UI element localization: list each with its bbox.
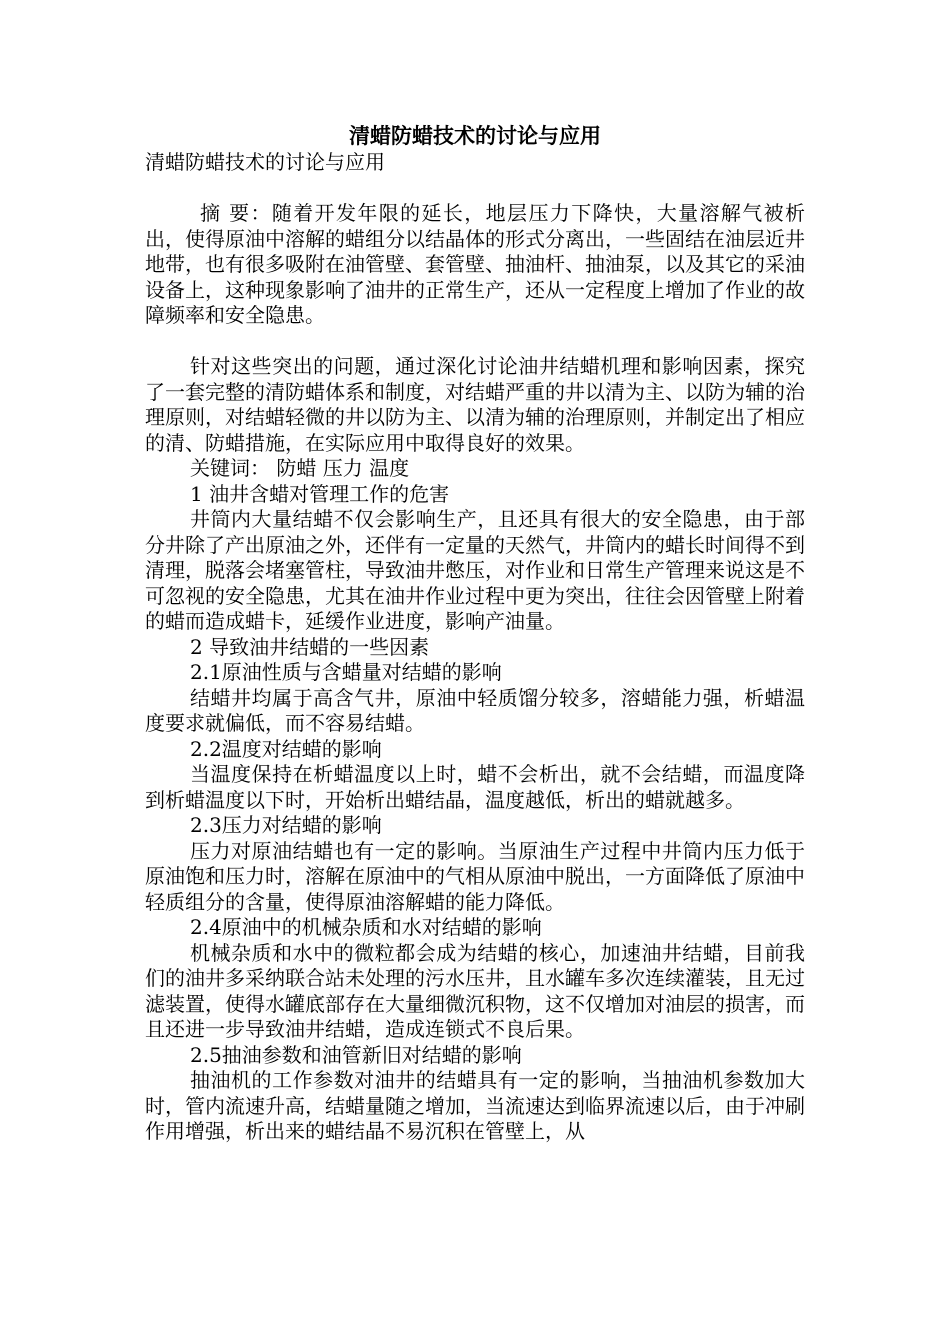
abstract-paragraph: 摘 要：随着开发年限的延长，地层压力下降快，大量溶解气被析出，使得原油中溶解的蜡组分以结晶体的形式分离出，一些固结在油层近井地带，也有很多吸附在油管壁、套管壁、抽油杆、抽油泵，以及其它的采油设备上，这种现象影响了油井的正常生产，还从一定程度上增加了作业的故障频率和安全隐患。 <box>145 201 805 327</box>
blank-line <box>145 176 805 202</box>
document-body <box>145 150 805 1145</box>
section-2-4-heading: 2.4原油中的机械杂质和水对结蜡的影响 <box>190 915 542 939</box>
keywords-line: 关键词： 防蜡 压力 温度 <box>190 456 410 480</box>
section-2-5-paragraph: 抽油机的工作参数对油井的结蜡具有一定的影响，当抽油机参数加大时，管内流速升高，结蜡量随之增加，当流速达到临界流速以后，由于冲刷作用增强，析出来的蜡结晶不易沉积在管壁上，从 <box>145 1068 805 1143</box>
section-2-2-paragraph: 当温度保持在析蜡温度以上时，蜡不会析出，就不会结蜡，而温度降到析蜡温度以下时，开始析出蜡结晶，温度越低，析出的蜡就越多。 <box>145 762 805 812</box>
document-subtitle: 清蜡防蜡技术的讨论与应用 <box>145 150 385 174</box>
section-2-1-paragraph: 结蜡井均属于高含气井，原油中轻质馏分较多，溶蜡能力强，析蜡温度要求就偏低，而不容易结蜡。 <box>145 685 805 735</box>
section-2-1-heading: 2.1原油性质与含蜡量对结蜡的影响 <box>190 660 502 684</box>
section-2-5-heading: 2.5抽油参数和油管新旧对结蜡的影响 <box>190 1042 522 1067</box>
section-2-3-heading: 2.3压力对结蜡的影响 <box>190 813 382 837</box>
section-2-2-heading: 2.2温度对结蜡的影响 <box>190 736 382 761</box>
section-1-paragraph: 井筒内大量结蜡不仅会影响生产，且还具有很大的安全隐患，由于部分井除了产出原油之外，还伴有一定量的天然气，井筒内的蜡长时间得不到清理，脱落会堵塞管柱，导致油井憋压，对作业和日常生产管理来说这是不可忽视的安全隐患，尤其在油井作业过程中更为突出，往往会因管壁上附着的蜡而造成蜡卡，延缓作业进度，影响产油量。 <box>145 507 805 633</box>
blank-line <box>145 329 805 355</box>
section-2-heading: 2 导致油井结蜡的一些因素 <box>190 634 430 659</box>
document-title: 清蜡防蜡技术的讨论与应用 <box>349 123 601 148</box>
section-2-3-paragraph: 压力对原油结蜡也有一定的影响。当原油生产过程中井筒内压力低于原油饱和压力时，溶解在原油中的气相从原油中脱出，一方面降低了原油中轻质组分的含量，使得原油溶解蜡的能力降低。 <box>145 838 805 914</box>
section-1-heading: 1 油井含蜡对管理工作的危害 <box>190 481 450 506</box>
section-2-4-paragraph: 机械杂质和水中的微粒都会成为结蜡的核心，加速油井结蜡，目前我们的油井多采纳联合站未处理的污水压井，且水罐车多次连续灌装，且无过滤装置，使得水罐底部存在大量细微沉积物，这不仅增加对油层的损害，而且还进一步导致油井结蜡，造成连锁式不良后果。 <box>145 940 805 1041</box>
intro-paragraph: 针对这些突出的问题，通过深化讨论油井结蜡机理和影响因素，探究了一套完整的清防蜡体系和制度，对结蜡严重的井以清为主、以防为辅的治理原则，对结蜡轻微的井以防为主、以清为辅的治理原则，并制定出了相应的清、防蜡措施，在实际应用中取得良好的效果。 <box>145 354 805 455</box>
